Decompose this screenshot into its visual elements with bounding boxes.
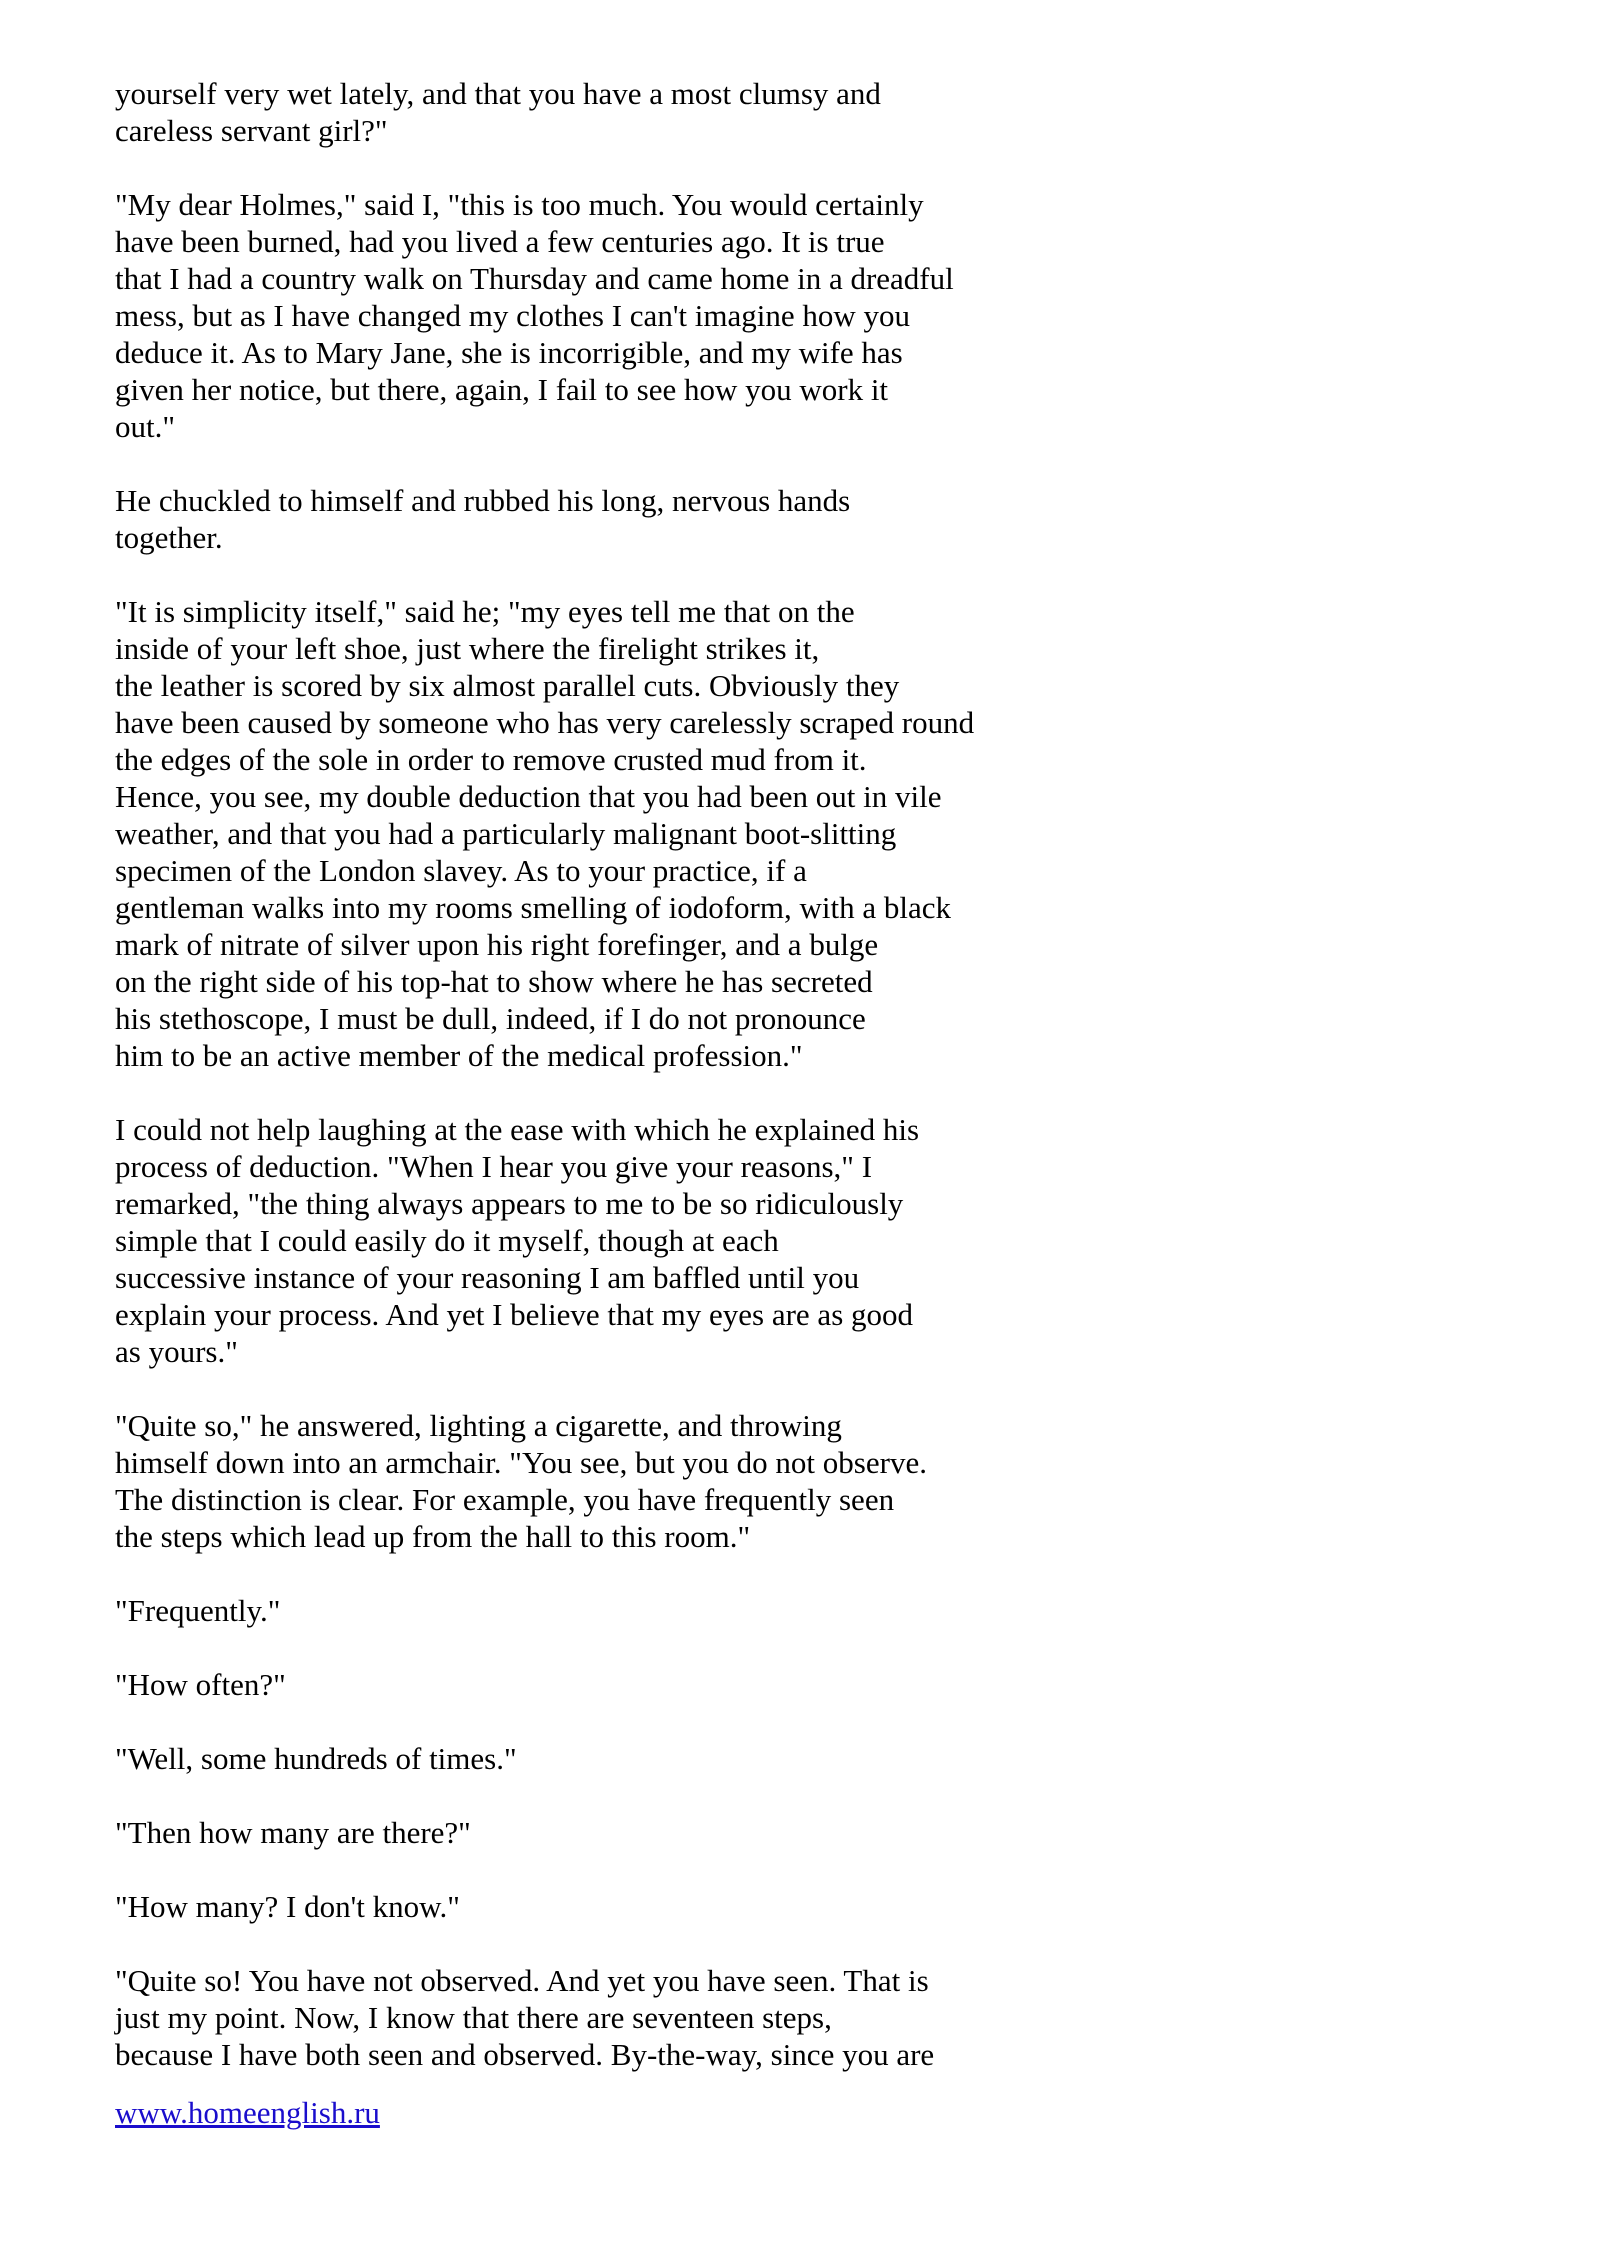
text-line: together. <box>115 520 223 555</box>
text-line: "Quite so," he answered, lighting a cigarette, and throwing <box>115 1408 842 1443</box>
footer-website-link[interactable]: www.homeenglish.ru <box>115 2095 380 2130</box>
text-line: simple that I could easily do it myself, though at each <box>115 1223 779 1258</box>
text-line: remarked, "the thing always appears to me to be so ridiculously <box>115 1186 904 1221</box>
text-line: "It is simplicity itself," said he; "my eyes tell me that on the <box>115 594 855 629</box>
text-paragraph <box>115 75 1215 149</box>
text-line: the leather is scored by six almost parallel cuts. Obviously they <box>115 668 900 703</box>
text-line: out." <box>115 409 176 444</box>
text-line: gentleman walks into my rooms smelling of iodoform, with a black <box>115 890 952 925</box>
text-paragraph <box>115 593 1215 1074</box>
text-line: have been caused by someone who has very carelessly scraped round <box>115 705 975 740</box>
text-line: successive instance of your reasoning I am baffled until you <box>115 1260 860 1295</box>
text-line: because I have both seen and observed. By-the-way, since you are <box>115 2037 935 2072</box>
text-paragraph <box>115 1666 1215 1703</box>
text-line: explain your process. And yet I believe that my eyes are as good <box>115 1297 914 1332</box>
text-line: "My dear Holmes," said I, "this is too much. You would certainly <box>115 187 924 222</box>
text-line: the edges of the sole in order to remove crusted mud from it. <box>115 742 867 777</box>
text-paragraph <box>115 1111 1215 1370</box>
text-line: on the right side of his top-hat to show where he has secreted <box>115 964 873 999</box>
text-line: mess, but as I have changed my clothes I can't imagine how you <box>115 298 911 333</box>
text-paragraph <box>115 186 1215 445</box>
text-line: "How often?" <box>115 1667 286 1702</box>
text-line: him to be an active member of the medical profession." <box>115 1038 803 1073</box>
text-paragraph <box>115 1592 1215 1629</box>
text-line: just my point. Now, I know that there are seventeen steps, <box>115 2000 832 2035</box>
document-body <box>115 75 1215 2110</box>
text-line: Hence, you see, my double deduction that you had been out in vile <box>115 779 942 814</box>
text-paragraph <box>115 482 1215 556</box>
text-paragraph <box>115 1888 1215 1925</box>
text-line: weather, and that you had a particularly malignant boot-slitting <box>115 816 897 851</box>
text-line: given her notice, but there, again, I fail to see how you work it <box>115 372 889 407</box>
text-paragraph <box>115 1814 1215 1851</box>
text-line: that I had a country walk on Thursday and came home in a dreadful <box>115 261 954 296</box>
text-line: "Quite so! You have not observed. And yet you have seen. That is <box>115 1963 929 1998</box>
text-line: his stethoscope, I must be dull, indeed, if I do not pronounce <box>115 1001 866 1036</box>
text-line: He chuckled to himself and rubbed his long, nervous hands <box>115 483 851 518</box>
text-line: specimen of the London slavey. As to your practice, if a <box>115 853 807 888</box>
text-line: inside of your left shoe, just where the firelight strikes it, <box>115 631 820 666</box>
text-paragraph <box>115 1407 1215 1555</box>
text-line: "Frequently." <box>115 1593 281 1628</box>
text-line: mark of nitrate of silver upon his right forefinger, and a bulge <box>115 927 879 962</box>
text-line: as yours." <box>115 1334 238 1369</box>
text-line: "How many? I don't know." <box>115 1889 460 1924</box>
text-paragraph <box>115 1740 1215 1777</box>
text-line: process of deduction. "When I hear you give your reasons," I <box>115 1149 873 1184</box>
text-line: have been burned, had you lived a few centuries ago. It is true <box>115 224 885 259</box>
text-line: himself down into an armchair. "You see, but you do not observe. <box>115 1445 927 1480</box>
text-line: deduce it. As to Mary Jane, she is incorrigible, and my wife has <box>115 335 903 370</box>
text-line: yourself very wet lately, and that you have a most clumsy and <box>115 76 881 111</box>
text-line: "Well, some hundreds of times." <box>115 1741 517 1776</box>
text-paragraph <box>115 1962 1215 2073</box>
text-line: "Then how many are there?" <box>115 1815 471 1850</box>
text-line: careless servant girl?" <box>115 113 388 148</box>
text-line: The distinction is clear. For example, you have frequently seen <box>115 1482 895 1517</box>
text-line: I could not help laughing at the ease with which he explained his <box>115 1112 920 1147</box>
text-line: the steps which lead up from the hall to this room." <box>115 1519 751 1554</box>
